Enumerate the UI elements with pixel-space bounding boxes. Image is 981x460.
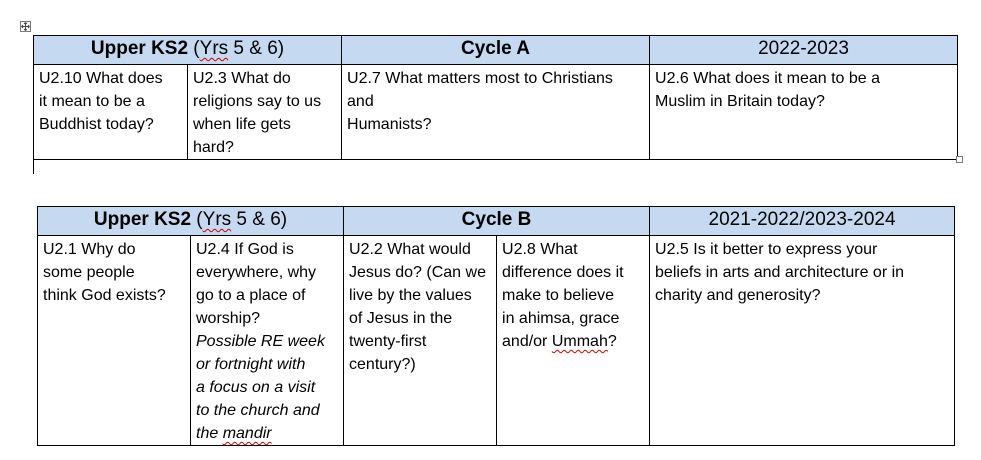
cell-line: U2.7 What matters most to Christians <box>347 70 613 87</box>
unit-cell-u2-8[interactable] <box>497 236 650 446</box>
stage-paren: ( <box>191 209 203 230</box>
cell-line: worship? <box>196 310 261 327</box>
text-cursor <box>33 156 34 174</box>
cell-line: everywhere, why <box>196 264 317 281</box>
cell-line-note: or fortnight with <box>196 356 306 373</box>
stage-years: 5 & 6) <box>231 209 288 230</box>
cell-line: U2.3 What do <box>193 70 291 87</box>
cell-text: ? <box>607 333 617 350</box>
table-header-row <box>38 207 955 236</box>
unit-cell-u2-2[interactable] <box>344 236 497 446</box>
stage-label: Upper KS2 <box>93 209 192 230</box>
cell-line: think God exists? <box>43 287 166 304</box>
cell-line: U2.4 If God is <box>196 241 294 258</box>
cell-line: Buddhist today? <box>39 116 154 133</box>
cell-line: when life gets <box>193 116 291 133</box>
cell-line: century?) <box>349 356 416 373</box>
table-move-handle[interactable] <box>20 21 31 32</box>
table-row <box>34 65 958 160</box>
header-cell-cycle[interactable]: Cycle A <box>342 36 650 65</box>
cell-line: U2.8 What <box>502 241 578 258</box>
cell-line-note: to the church and <box>196 402 320 419</box>
cell-line: beliefs in arts and architecture or in <box>655 264 905 281</box>
spelling-flag-yrs: Yrs <box>202 209 232 230</box>
cell-line: U2.6 What does it mean to be a <box>655 70 881 87</box>
cell-line: live by the values <box>349 287 472 304</box>
cell-line-note: Possible RE week <box>196 333 325 350</box>
cell-line: Muslim in Britain today? <box>655 93 825 110</box>
stage-label: Upper KS2 <box>90 38 189 59</box>
unit-cell-u2-4[interactable] <box>191 236 344 446</box>
spelling-flag-yrs: Yrs <box>199 38 229 59</box>
cell-line: make to believe <box>502 287 615 304</box>
cell-line-note: a focus on a visit <box>196 379 316 396</box>
table-row <box>38 236 955 446</box>
cell-line: go to a place of <box>196 287 306 304</box>
unit-cell-u2-5[interactable] <box>650 236 955 446</box>
table-header-row <box>34 36 958 65</box>
unit-cell-u2-6[interactable] <box>650 65 958 160</box>
cycle-b-table <box>37 206 955 446</box>
cell-line: and <box>347 93 374 110</box>
header-cell-years[interactable]: 2021-2022/2023-2024 <box>650 207 955 236</box>
cell-line: Humanists? <box>347 116 432 133</box>
cell-line: difference does it <box>502 264 624 281</box>
cell-line: U2.1 Why do <box>43 241 136 258</box>
cell-line: twenty-first <box>349 333 427 350</box>
cell-text: and/or <box>502 333 552 350</box>
unit-cell-u2-1[interactable] <box>38 236 191 446</box>
note-text: the <box>196 425 223 442</box>
stage-years: 5 & 6) <box>228 38 285 59</box>
cell-line: religions say to us <box>193 93 322 110</box>
cell-line-note <box>196 422 338 445</box>
spelling-flag-ummah: Ummah <box>551 333 608 350</box>
cell-line: of Jesus in the <box>349 310 453 327</box>
header-cell-cycle[interactable]: Cycle B <box>344 207 650 236</box>
header-cell-stage[interactable] <box>38 207 344 236</box>
spelling-flag-mandir: mandir <box>222 425 272 442</box>
cell-line: U2.5 Is it better to express your <box>655 241 878 258</box>
cell-line <box>502 330 644 353</box>
unit-cell-u2-10[interactable] <box>34 65 188 160</box>
unit-cell-u2-3[interactable] <box>188 65 342 160</box>
cell-line: Jesus do? (Can we <box>349 264 486 281</box>
move-arrows-icon <box>21 22 30 31</box>
stage-paren: ( <box>188 38 200 59</box>
cell-line: U2.10 What does <box>39 70 163 87</box>
header-cell-years[interactable]: 2022-2023 <box>650 36 958 65</box>
cell-line: hard? <box>193 139 234 156</box>
header-cell-stage[interactable] <box>34 36 342 65</box>
table-resize-handle[interactable] <box>956 156 963 163</box>
cell-line: some people <box>43 264 135 281</box>
cell-line: charity and generosity? <box>655 287 821 304</box>
unit-cell-u2-7[interactable] <box>342 65 650 160</box>
cell-line: U2.2 What would <box>349 241 471 258</box>
cell-line: in ahimsa, grace <box>502 310 620 327</box>
cycle-a-table <box>33 35 958 160</box>
cell-line: it mean to be a <box>39 93 145 110</box>
